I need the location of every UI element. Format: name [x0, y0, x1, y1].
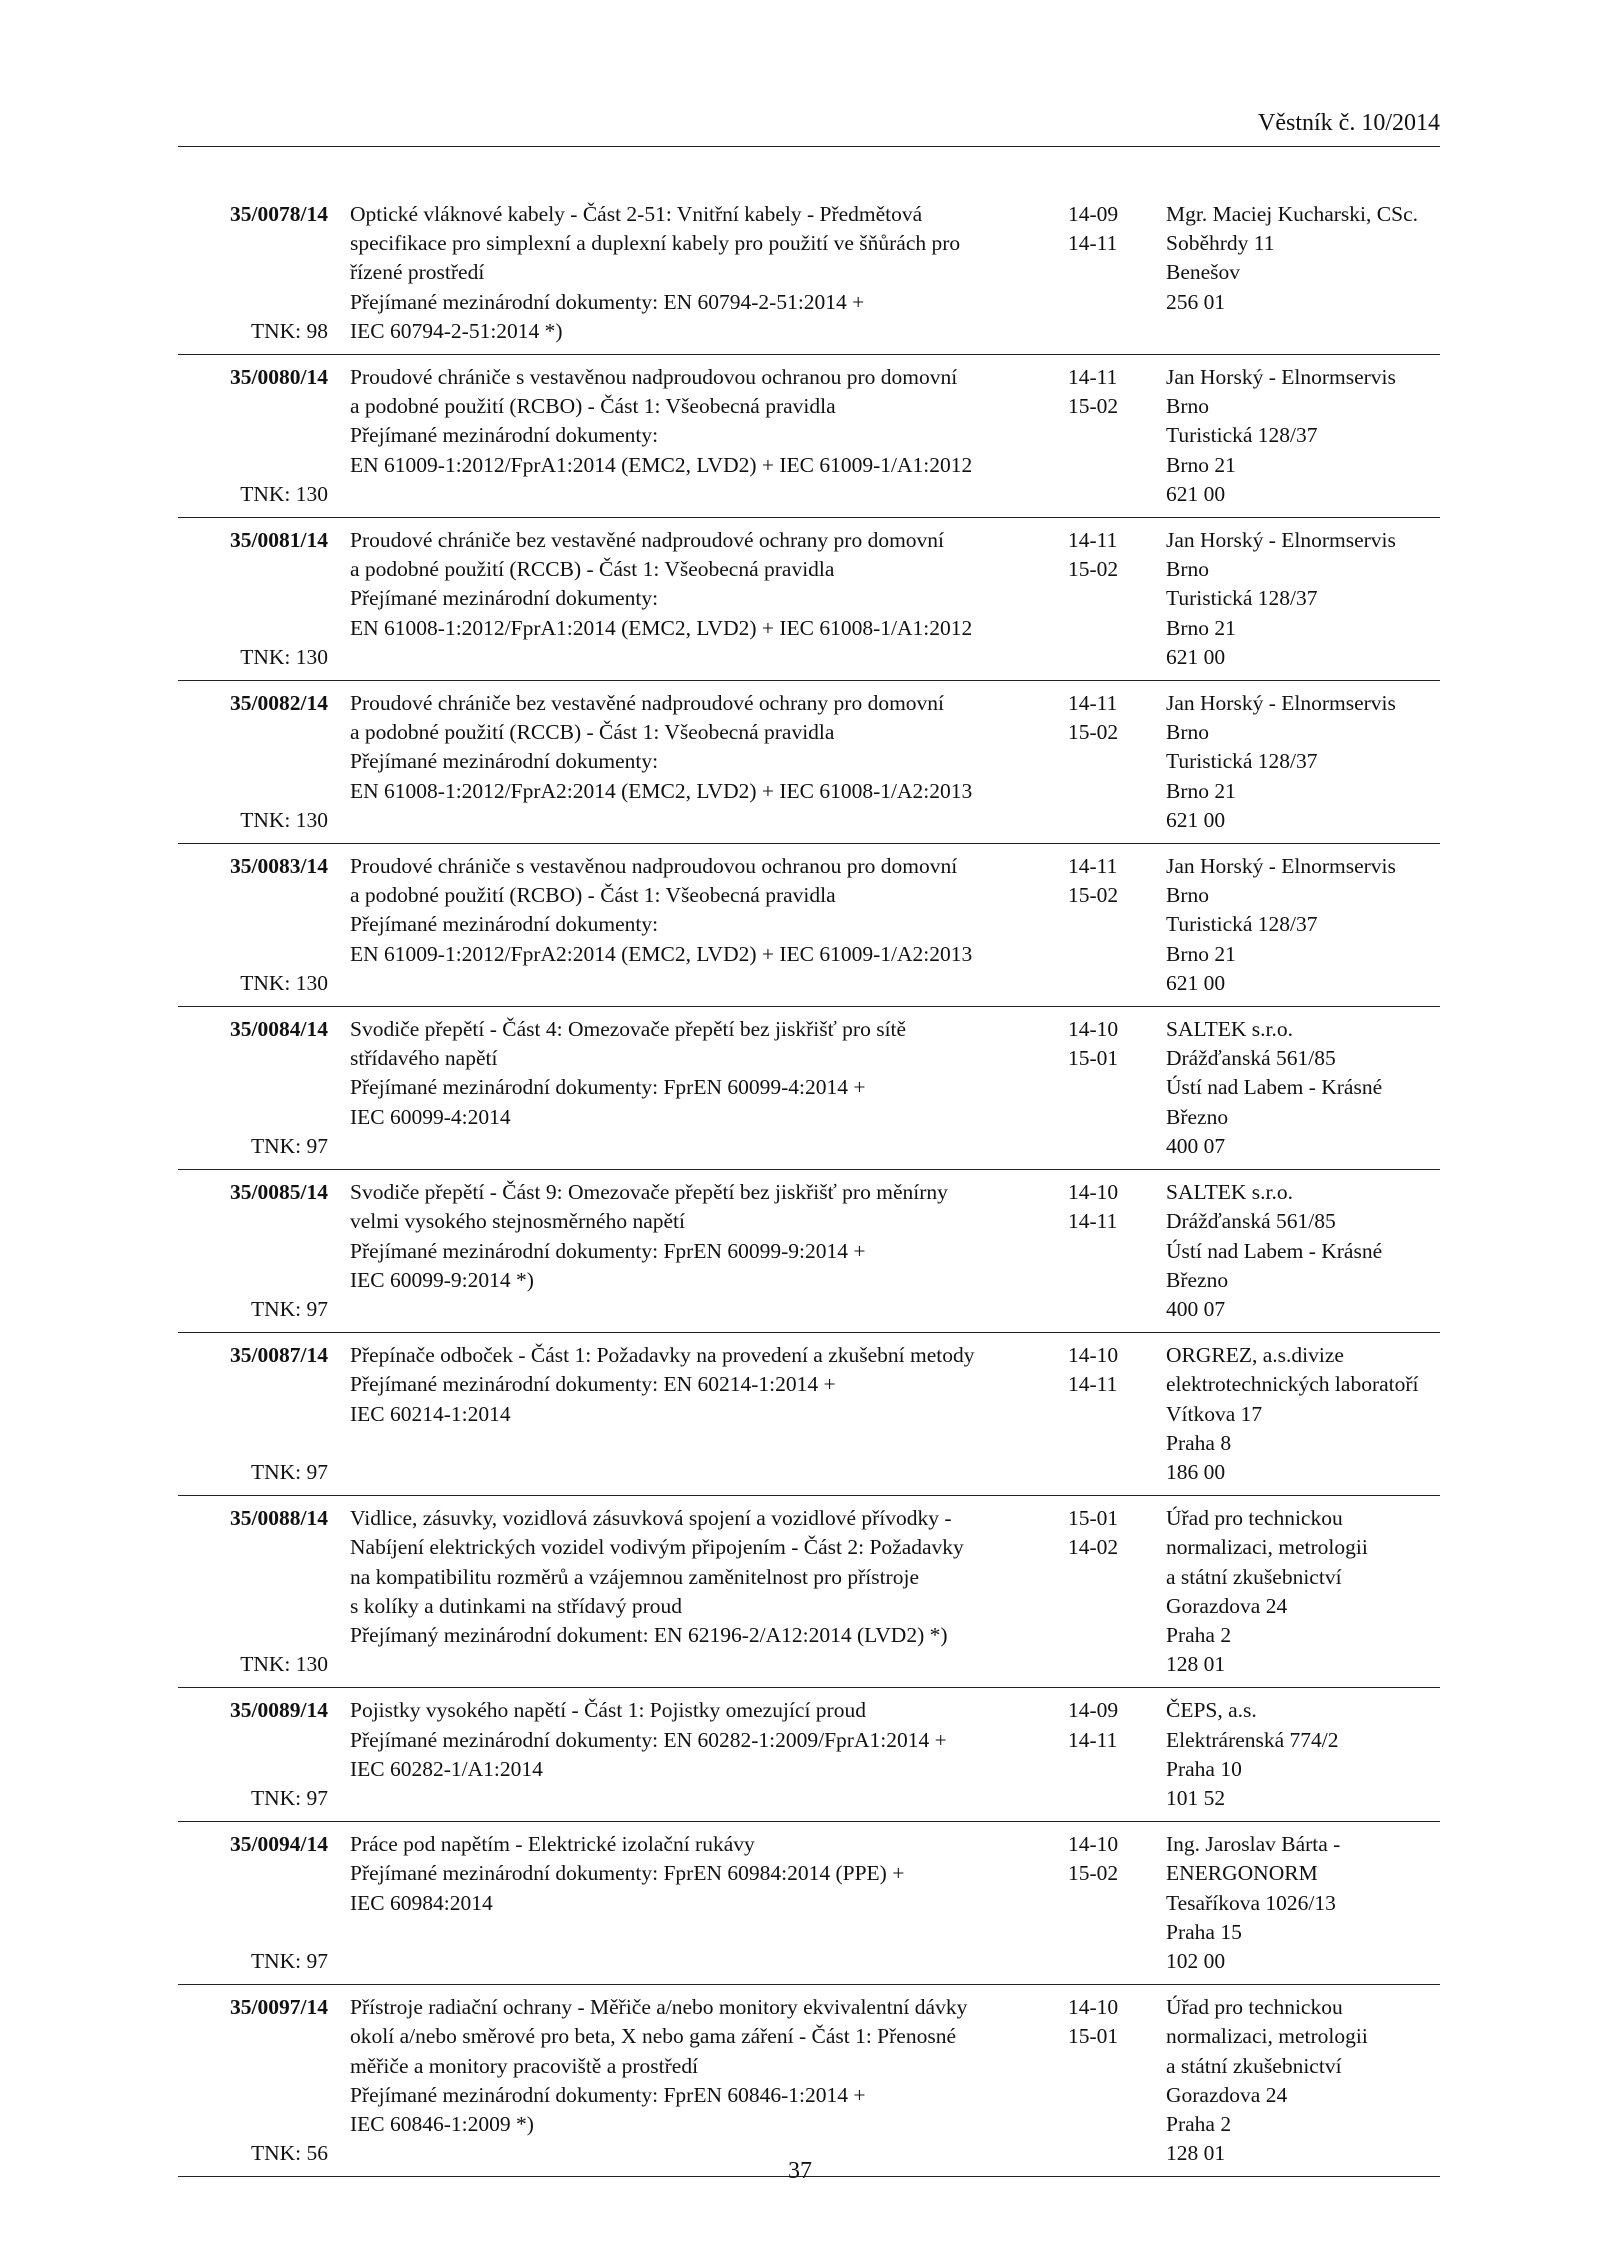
entry-description-line: a podobné použití (RCBO) - Část 1: Všeobecná pravidla: [350, 394, 836, 419]
entry-description-line: velmi vysokého stejnosměrného napětí: [350, 1209, 685, 1234]
entry-dates-line: 14-10: [1068, 1995, 1119, 2020]
entry-address-line: 101 52: [1166, 1785, 1226, 1810]
entry-description-line: Přejímané mezinárodní dokumenty: FprEN 60984:2014 (PPE) +: [350, 1861, 905, 1886]
entry-description-line: Pojistky vysokého napětí - Část 1: Pojistky omezující proud: [350, 1698, 866, 1723]
entry-address-line: Vítkova 17: [1166, 1401, 1263, 1426]
entry-description-line: Proudové chrániče s vestavěnou nadproudovou ochranou pro domovní: [350, 854, 958, 879]
entry-row: [178, 518, 1440, 681]
entry-address-line: 128 01: [1166, 2141, 1226, 2166]
entry-address-line: Březno: [1166, 1267, 1229, 1292]
entry-address-line: Drážďanská 561/85: [1166, 1209, 1336, 1234]
entry-description-line: Svodiče přepětí - Část 4: Omezovače přepětí bez jiskřišť pro sítě: [350, 1017, 907, 1042]
entry-dates-line: 14-10: [1068, 1180, 1119, 1205]
entry-dates-line: 14-11: [1068, 528, 1118, 553]
entry-description-line: Proudové chrániče bez vestavěné nadproudové ochrany pro domovní: [350, 691, 945, 716]
entry-tnk: TNK: 130: [240, 1652, 328, 1677]
entry-dates-line: 14-11: [1068, 1372, 1118, 1397]
entry-description-line: Nabíjení elektrických vozidel vodivým připojením - Část 2: Požadavky: [350, 1535, 964, 1560]
entry-address-column: [1162, 526, 1440, 672]
entry-address-line: elektrotechnických laboratoří: [1166, 1372, 1419, 1397]
entry-address-line: Brno 21: [1166, 778, 1236, 803]
entry-code: 35/0087/14: [230, 1343, 328, 1368]
entry-description-line: IEC 60214-1:2014: [350, 1401, 511, 1426]
entry-address-line: Jan Horský - Elnormservis: [1166, 691, 1396, 716]
entry-address-line: Brno 21: [1166, 941, 1236, 966]
entry-tnk: TNK: 97: [250, 1948, 328, 1973]
header-rule: [178, 146, 1440, 147]
entry-tnk: TNK: 97: [250, 1133, 328, 1158]
entry-description-column: [328, 526, 1062, 672]
entry-description-line: měřiče a monitory pracoviště a prostředí: [350, 2053, 699, 2078]
entry-description-line: Přejímaný mezinárodní dokument: EN 62196-2/A12:2014 (LVD2) *): [350, 1622, 948, 1647]
entry-code-column: [178, 1993, 328, 2168]
entry-address-line: Jan Horský - Elnormservis: [1166, 854, 1396, 879]
entry-address-line: Gorazdova 24: [1166, 2082, 1288, 2107]
entry-address-line: Tesaříkova 1026/13: [1166, 1890, 1336, 1915]
entry-row: [178, 1985, 1440, 2177]
entry-address-line: Mgr. Maciej Kucharski, CSc.: [1166, 202, 1418, 226]
entry-dates-line: 14-11: [1068, 691, 1118, 716]
entry-code: 35/0078/14: [230, 202, 328, 226]
entry-address-line: Úřad pro technickou: [1166, 1995, 1343, 2020]
entry-row: [178, 192, 1440, 355]
entry-tnk: TNK: 130: [240, 644, 328, 669]
entry-description-line: Proudové chrániče bez vestavěné nadproudové ochrany pro domovní: [350, 528, 945, 553]
entry-address-line: ČEPS, a.s.: [1166, 1698, 1257, 1723]
entry-tnk: TNK: 97: [250, 1459, 328, 1484]
entry-code: 35/0083/14: [230, 854, 328, 879]
entry-code-column: [178, 200, 328, 346]
entry-description-column: [328, 1178, 1062, 1324]
entry-address-column: [1162, 1993, 1440, 2168]
entry-address-line: normalizaci, metrologii: [1166, 1535, 1368, 1560]
entry-code-column: [178, 1830, 328, 1976]
entry-code-column: [178, 1504, 328, 1679]
entry-address-line: Soběhrdy 11: [1166, 231, 1275, 256]
entry-description-line: IEC 60984:2014: [350, 1890, 493, 1915]
entry-address-line: Praha 2: [1166, 2111, 1232, 2136]
entry-tnk: TNK: 130: [240, 481, 328, 506]
entry-code-column: [178, 1696, 328, 1813]
entry-dates-column: [1062, 1504, 1162, 1679]
entry-dates-line: 14-11: [1068, 854, 1118, 879]
entry-address-line: Praha 8: [1166, 1430, 1232, 1455]
entry-description-line: Práce pod napětím - Elektrické izolační rukávy: [350, 1832, 755, 1857]
entry-address-line: 621 00: [1166, 970, 1226, 995]
entry-code: 35/0084/14: [230, 1017, 328, 1042]
entry-dates-line: 15-02: [1068, 720, 1119, 745]
entry-description-column: [328, 1696, 1062, 1813]
entry-address-line: Brno: [1166, 720, 1209, 745]
entry-address-line: 621 00: [1166, 644, 1226, 669]
entry-tnk: TNK: 130: [240, 970, 328, 995]
entry-dates-line: 15-02: [1068, 394, 1119, 419]
entry-address-column: [1162, 852, 1440, 998]
entry-address-line: ENERGONORM: [1166, 1861, 1318, 1886]
entry-dates-line: 14-11: [1068, 231, 1118, 256]
entry-description-line: Přejímané mezinárodní dokumenty:: [350, 749, 659, 774]
entry-description-line: EN 61009-1:2012/FprA1:2014 (EMC2, LVD2) + IEC 61009-1/A1:2012: [350, 452, 973, 477]
entry-address-column: [1162, 363, 1440, 509]
entry-description-column: [328, 852, 1062, 998]
entry-address-line: Turistická 128/37: [1166, 586, 1318, 611]
entry-row: [178, 1688, 1440, 1822]
entry-dates-line: 15-01: [1068, 1506, 1119, 1531]
entry-description-line: Přejímané mezinárodní dokumenty:: [350, 423, 659, 448]
entry-tnk: TNK: 130: [240, 807, 328, 832]
entry-address-line: Turistická 128/37: [1166, 423, 1318, 448]
entry-dates-line: 15-02: [1068, 557, 1119, 582]
entry-description-column: [328, 1830, 1062, 1976]
entry-description-line: Svodiče přepětí - Část 9: Omezovače přepětí bez jiskřišť pro měnírny: [350, 1180, 948, 1205]
entry-description-column: [328, 1993, 1062, 2168]
entry-address-line: Ústí nad Labem - Krásné: [1166, 1238, 1383, 1263]
entry-dates-line: 14-09: [1068, 202, 1119, 226]
entry-row: [178, 1822, 1440, 1985]
entry-dates-column: [1062, 1341, 1162, 1487]
entry-address-line: Benešov: [1166, 260, 1241, 285]
entry-dates-column: [1062, 1015, 1162, 1161]
entry-address-line: SALTEK s.r.o.: [1166, 1017, 1294, 1042]
entry-row: [178, 1007, 1440, 1170]
entry-address-column: [1162, 1178, 1440, 1324]
entry-address-line: 128 01: [1166, 1652, 1226, 1677]
entry-address-line: Brno: [1166, 557, 1209, 582]
entry-address-line: Jan Horský - Elnormservis: [1166, 365, 1396, 390]
entry-dates-column: [1062, 852, 1162, 998]
entry-description-line: IEC 60282-1/A1:2014: [350, 1756, 543, 1781]
entry-description-line: Proudové chrániče s vestavěnou nadproudovou ochranou pro domovní: [350, 365, 958, 390]
entry-code-column: [178, 1015, 328, 1161]
entry-address-line: 400 07: [1166, 1296, 1226, 1321]
entry-address-line: Drážďanská 561/85: [1166, 1046, 1336, 1071]
entry-dates-line: 15-02: [1068, 1861, 1119, 1886]
entry-dates-line: 14-02: [1068, 1535, 1119, 1560]
entry-address-line: Brno 21: [1166, 615, 1236, 640]
entry-description-line: IEC 60794-2-51:2014 *): [350, 318, 563, 343]
entry-address-line: Březno: [1166, 1104, 1229, 1129]
entry-dates-line: 15-01: [1068, 2024, 1119, 2049]
entry-address-line: Turistická 128/37: [1166, 749, 1318, 774]
entry-address-line: Elektrárenská 774/2: [1166, 1727, 1339, 1752]
entry-description-line: Přejímané mezinárodní dokumenty: EN 60214-1:2014 +: [350, 1372, 836, 1397]
entry-dates-column: [1062, 1696, 1162, 1813]
entry-description-line: Přejímané mezinárodní dokumenty:: [350, 912, 659, 937]
entry-description-line: Přejímané mezinárodní dokumenty:: [350, 586, 659, 611]
entry-address-line: Ústí nad Labem - Krásné: [1166, 1075, 1383, 1100]
entry-description-column: [328, 1341, 1062, 1487]
entry-code: 35/0097/14: [230, 1995, 328, 2020]
entry-code-column: [178, 852, 328, 998]
entry-description-line: Přejímané mezinárodní dokumenty: FprEN 60099-9:2014 +: [350, 1238, 866, 1263]
entry-row: [178, 1170, 1440, 1333]
entry-row: [178, 844, 1440, 1007]
entry-address-line: Praha 10: [1166, 1756, 1242, 1781]
entry-dates-line: 14-11: [1068, 1209, 1118, 1234]
entry-address-line: ORGREZ, a.s.divize: [1166, 1343, 1344, 1368]
entry-code: 35/0082/14: [230, 691, 328, 716]
entry-dates-line: 15-02: [1068, 883, 1119, 908]
entry-address-column: [1162, 1341, 1440, 1487]
entry-address-line: SALTEK s.r.o.: [1166, 1180, 1294, 1205]
entry-address-column: [1162, 1504, 1440, 1679]
entry-description-line: okolí a/nebo směrové pro beta, X nebo gama záření - Část 1: Přenosné: [350, 2024, 956, 2049]
entry-dates-line: 14-10: [1068, 1832, 1119, 1857]
entry-address-line: 256 01: [1166, 289, 1226, 314]
entry-address-column: [1162, 200, 1440, 346]
entry-dates-column: [1062, 1178, 1162, 1324]
entry-dates-line: 14-11: [1068, 365, 1118, 390]
entry-address-line: Úřad pro technickou: [1166, 1506, 1343, 1531]
entry-description-line: Přejímané mezinárodní dokumenty: EN 60282-1:2009/FprA1:2014 +: [350, 1727, 947, 1752]
entry-dates-column: [1062, 689, 1162, 835]
entry-address-line: Turistická 128/37: [1166, 912, 1318, 937]
entry-tnk: TNK: 56: [250, 2141, 328, 2166]
entry-address-line: Brno: [1166, 394, 1209, 419]
entry-description-column: [328, 1015, 1062, 1161]
entry-description-column: [328, 200, 1062, 346]
entry-dates-line: 15-01: [1068, 1046, 1119, 1071]
entry-code-column: [178, 363, 328, 509]
entry-description-line: Optické vláknové kabely - Část 2-51: Vnitřní kabely - Předmětová: [350, 202, 923, 226]
entry-address-line: 621 00: [1166, 807, 1226, 832]
entry-description-line: IEC 60099-4:2014: [350, 1104, 511, 1129]
entry-code-column: [178, 526, 328, 672]
entry-tnk: TNK: 97: [250, 1296, 328, 1321]
entry-description-line: řízené prostředí: [350, 260, 485, 285]
entry-address-column: [1162, 1830, 1440, 1976]
entry-dates-column: [1062, 1830, 1162, 1976]
entry-description-line: specifikace pro simplexní a duplexní kabely pro použití ve šňůrách pro: [350, 231, 961, 256]
entry-code: 35/0085/14: [230, 1180, 328, 1205]
entry-code-column: [178, 1178, 328, 1324]
entry-description-column: [328, 1504, 1062, 1679]
entry-description-line: s kolíky a dutinkami na střídavý proud: [350, 1593, 683, 1618]
entry-address-line: Jan Horský - Elnormservis: [1166, 528, 1396, 553]
entry-dates-line: 14-10: [1068, 1017, 1119, 1042]
entry-dates-column: [1062, 200, 1162, 346]
entry-address-line: 400 07: [1166, 1133, 1226, 1158]
entry-address-line: Ing. Jaroslav Bárta -: [1166, 1832, 1341, 1857]
page-number: 37: [788, 2158, 812, 2184]
entry-description-line: IEC 60099-9:2014 *): [350, 1267, 534, 1292]
entry-address-line: Praha 2: [1166, 1622, 1232, 1647]
entry-description-column: [328, 689, 1062, 835]
entry-dates-line: 14-09: [1068, 1698, 1119, 1723]
entry-address-line: Praha 15: [1166, 1919, 1242, 1944]
entries-table: [178, 192, 1440, 2177]
entry-dates-column: [1062, 1993, 1162, 2168]
entry-description-line: EN 61008-1:2012/FprA1:2014 (EMC2, LVD2) + IEC 61008-1/A1:2012: [350, 615, 973, 640]
entry-code: 35/0094/14: [230, 1832, 328, 1857]
entry-code: 35/0088/14: [230, 1506, 328, 1531]
entry-address-line: Brno: [1166, 883, 1209, 908]
entry-description-line: Přepínače odboček - Část 1: Požadavky na provedení a zkušební metody: [350, 1343, 975, 1368]
entry-tnk: TNK: 97: [250, 1785, 328, 1810]
entry-address-line: 621 00: [1166, 481, 1226, 506]
entry-address-line: Brno 21: [1166, 452, 1236, 477]
entry-dates-line: 14-10: [1068, 1343, 1119, 1368]
entry-description-line: střídavého napětí: [350, 1046, 498, 1071]
entry-address-line: Gorazdova 24: [1166, 1593, 1288, 1618]
entry-description-line: Vidlice, zásuvky, vozidlová zásuvková spojení a vozidlové přívodky -: [350, 1506, 952, 1531]
entry-code: 35/0089/14: [230, 1698, 328, 1723]
entry-address-column: [1162, 1015, 1440, 1161]
entry-description-column: [328, 363, 1062, 509]
entry-description-line: Přístroje radiační ochrany - Měřiče a/nebo monitory ekvivalentní dávky: [350, 1995, 968, 2020]
entry-description-line: a podobné použití (RCCB) - Část 1: Všeobecná pravidla: [350, 557, 835, 582]
entry-description-line: Přejímané mezinárodní dokumenty: FprEN 60846-1:2014 +: [350, 2082, 866, 2107]
entry-description-line: na kompatibilitu rozměrů a vzájemnou zaměnitelnost pro přístroje: [350, 1564, 919, 1589]
entry-row: [178, 681, 1440, 844]
entry-code-column: [178, 1341, 328, 1487]
entry-code: 35/0081/14: [230, 528, 328, 553]
entry-description-line: IEC 60846-1:2009 *): [350, 2111, 534, 2136]
entry-dates-line: 14-11: [1068, 1727, 1118, 1752]
entry-address-line: 102 00: [1166, 1948, 1226, 1973]
entry-dates-column: [1062, 363, 1162, 509]
page-header: Věstník č. 10/2014: [1258, 110, 1440, 136]
entry-address-line: normalizaci, metrologii: [1166, 2024, 1368, 2049]
entry-row: [178, 1496, 1440, 1688]
entry-row: [178, 355, 1440, 518]
entry-address-line: a státní zkušebnictví: [1166, 2053, 1342, 2078]
entry-description-line: EN 61008-1:2012/FprA2:2014 (EMC2, LVD2) + IEC 61008-1/A2:2013: [350, 778, 973, 803]
entry-address-line: a státní zkušebnictví: [1166, 1564, 1342, 1589]
entry-code: 35/0080/14: [230, 365, 328, 390]
entry-description-line: EN 61009-1:2012/FprA2:2014 (EMC2, LVD2) + IEC 61009-1/A2:2013: [350, 941, 973, 966]
entry-address-line: 186 00: [1166, 1459, 1226, 1484]
entry-dates-column: [1062, 526, 1162, 672]
entry-code-column: [178, 689, 328, 835]
entry-address-column: [1162, 689, 1440, 835]
entry-tnk: TNK: 98: [250, 318, 328, 343]
entry-description-line: a podobné použití (RCCB) - Část 1: Všeobecná pravidla: [350, 720, 835, 745]
entry-address-column: [1162, 1696, 1440, 1813]
entry-description-line: Přejímané mezinárodní dokumenty: EN 60794-2-51:2014 +: [350, 289, 865, 314]
entry-description-line: Přejímané mezinárodní dokumenty: FprEN 60099-4:2014 +: [350, 1075, 866, 1100]
entry-description-line: a podobné použití (RCBO) - Část 1: Všeobecná pravidla: [350, 883, 836, 908]
entry-row: [178, 1333, 1440, 1496]
